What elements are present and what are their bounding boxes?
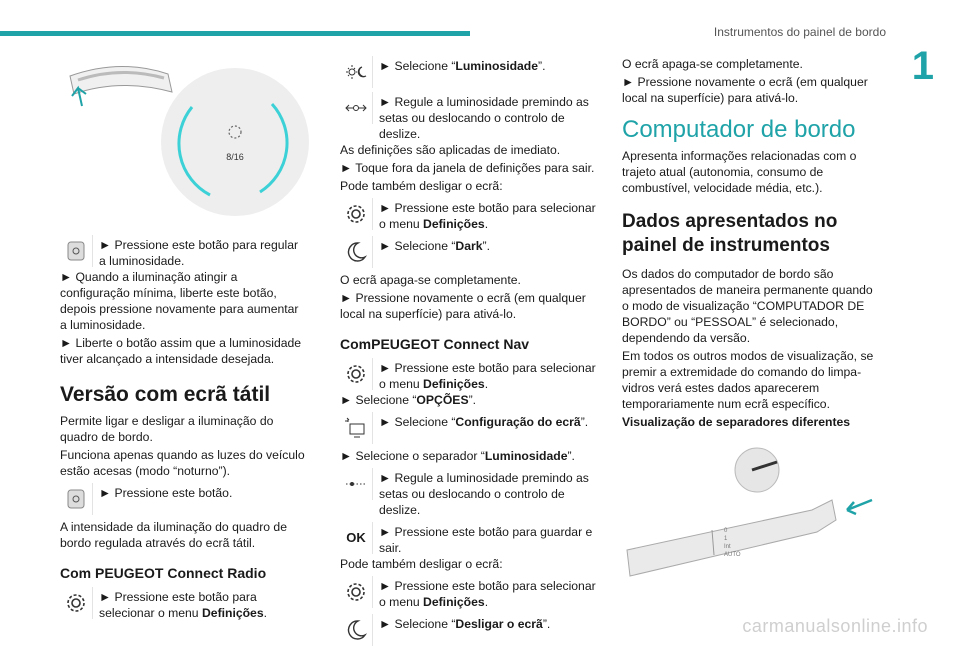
heading-trip-computer: Computador de bordo <box>622 116 856 143</box>
section-title: Instrumentos do painel de bordo <box>713 25 886 39</box>
gear-icon <box>60 587 93 619</box>
watermark: carmanualsonline.info <box>742 616 928 636</box>
moon-icon <box>340 614 373 646</box>
gear-icon <box>340 358 373 390</box>
instruction-row <box>340 468 605 518</box>
instruction-row: ► Selecione “Luminosidade”. <box>340 56 605 88</box>
instruction-row <box>340 522 605 556</box>
lighting-button-icon <box>60 483 93 515</box>
instruction-row: ► Pressione este botão para selecionar o menu Definições. <box>340 198 605 232</box>
paragraph: ► Liberte o botão assim que a luminosidade tiver alcançado a intensidade desejada. <box>60 336 302 366</box>
gear-icon <box>340 576 373 608</box>
moon-icon <box>340 236 373 268</box>
paragraph: ► Pressione novamente o ecrã (em qualquer local na superfície) para ativá-lo. <box>340 291 586 321</box>
instruction-row: ► Selecione “Configuração do ecrã”. <box>340 412 605 444</box>
dimmer-button-icon <box>60 235 93 267</box>
paragraph: Permite ligar e desligar a iluminação do quadro de bordo. <box>60 414 274 444</box>
instruction-row: ► Pressione este botão para selecionar o menu Definições. <box>340 576 605 610</box>
header-accent-bar <box>0 31 470 36</box>
ok-icon: OK <box>340 522 373 554</box>
instruction-row <box>60 483 305 515</box>
instruction-row: ► Pressione este botão para selecionar o menu Definições. <box>60 587 305 621</box>
heading-connect-nav: ComPEUGEOT Connect Nav <box>340 336 530 352</box>
paragraph: O ecrã apaga-se completamente. <box>622 57 803 71</box>
instruction-text: ► Pressione este botão para guardar e sair. <box>379 525 593 555</box>
instruction-text: ► Pressione este botão para regular a luminosidade. <box>99 238 299 268</box>
stalk-label: 1 <box>724 536 728 542</box>
instruction-text: ► Regule a luminosidade premindo as setas ou deslocando o controlo de deslize. <box>379 471 589 517</box>
heading-touchscreen: Versão com ecrã tátil <box>60 383 271 406</box>
paragraph: Visualização de separadores diferentes <box>622 415 851 429</box>
instruction-row: ► Selecione “Dark”. <box>340 236 605 268</box>
paragraph: Apresenta informações relacionadas com o trajeto atual (autonomia, consumo de combustível, velocidade média, etc.). <box>622 149 857 195</box>
stalk-label: 0 <box>724 528 728 534</box>
dashboard-dial-illustration <box>60 52 310 227</box>
heading-connect-radio: Com PEUGEOT Connect Radio <box>60 565 267 581</box>
instruction-text: ► Regule a luminosidade premindo as setas ou deslocando o controlo de deslize. <box>379 95 589 141</box>
paragraph: ► Quando a iluminação atingir a configuração mínima, liberte este botão, depois pressione novamente para aumentar a luminosidade. <box>60 270 299 332</box>
paragraph: As definições são aplicadas de imediato. <box>340 143 561 157</box>
dotted-slider-icon <box>340 468 373 500</box>
instruction-row <box>340 92 605 142</box>
gear-icon <box>340 198 373 230</box>
column-1 <box>60 52 305 621</box>
paragraph: ► Toque fora da janela de definições para sair. <box>340 161 595 175</box>
paragraph: O ecrã apaga-se completamente. <box>340 273 521 287</box>
paragraph: Funciona apenas quando as luzes do veículo estão acesas (modo “noturno”). <box>60 448 305 478</box>
chapter-number: 1 <box>911 44 934 88</box>
heading-instrument-data: Dados apresentados no painel de instrumentos <box>622 211 838 256</box>
dial-value: 8/16 <box>226 152 244 162</box>
column-2: ► Selecione “Luminosidade”. ► Regule a luminosidade premindo as setas ou deslocando o controlo de deslize. As definições são aplicadas de imediato. ► Toque fora da janela de definições para sair. Pode também desligar o ecrã: ► Pressione este botão para selecionar o menu Definições. ► Selecione “Dark”. O ecrã apaga-se completamente. ► Pressione novamente o ecrã (em qualquer local na superfície) para ativá-lo. ComPEUGEOT Connect Nav ► Pressione este botão para selecionar o menu Definições. ► Selecione “OPÇÕES”. ► Selecione “Configuração do ecrã”. ► Selecione o separador “Luminosidade”. ► Regule a luminosidade premindo as setas ou deslocando o controlo de deslize. OK ► Pressione este botão para guardar e sair. Pode também desligar o ecrã: ► Pressione este botão para selecionar o menu Definições. ► Selecione “Desligar o ecrã”. <box>340 56 605 646</box>
paragraph: Pode também desligar o ecrã: <box>340 179 503 193</box>
instruction-row: ► Pressione este botão para selecionar o menu Definições. <box>340 358 605 392</box>
screen-brightness-icon <box>340 412 373 444</box>
stalk-label: Int <box>724 544 731 550</box>
instruction-row <box>60 235 305 269</box>
arrow-icon <box>847 500 872 514</box>
instruction-row: ► Selecione “Desligar o ecrã”. <box>340 614 605 646</box>
paragraph: Em todos os outros modos de visualização, se premir a extremidade do comando do limpa-vidros verá estes dados aparecerem temporariamente num ecrã específico. <box>622 349 874 411</box>
stalk-label: AUTO <box>724 552 741 558</box>
instruction-text: ► Pressione este botão. <box>99 486 233 500</box>
paragraph: A intensidade da iluminação do quadro de bordo regulada através do ecrã tátil. <box>60 520 287 550</box>
column-3 <box>622 56 880 584</box>
paragraph: ► Pressione novamente o ecrã (em qualquer local na superfície) para ativá-lo. <box>622 75 868 105</box>
paragraph: Pode também desligar o ecrã: <box>340 557 503 571</box>
slider-arrows-icon <box>340 92 373 124</box>
wiper-stalk-illustration <box>622 440 877 580</box>
brightness-icon <box>340 56 373 88</box>
paragraph: Os dados do computador de bordo são apresentados de maneira permanente quando o modo de visualização “COMPUTADOR DE BORDO” ou “PESSOAL” é selecionado, dependendo da versão. <box>622 267 873 345</box>
